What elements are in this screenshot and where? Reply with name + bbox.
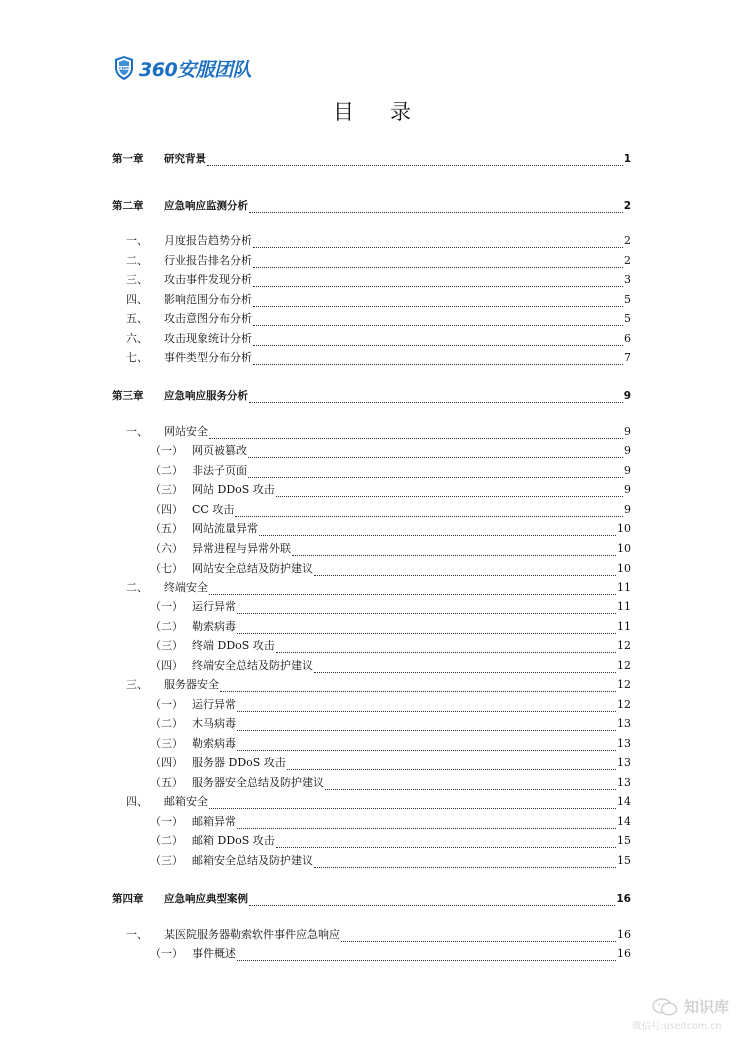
toc-entry-page: 11 xyxy=(617,620,631,633)
toc-leader-dots xyxy=(276,642,616,653)
toc-entry-number: 一、 xyxy=(126,234,148,247)
toc-leader-dots xyxy=(253,335,623,346)
toc-subsection-entry[interactable] xyxy=(148,562,631,576)
toc-entry-number: （三） xyxy=(150,737,183,750)
toc-subsection-entry[interactable] xyxy=(148,815,631,829)
toc-chapter-entry[interactable] xyxy=(112,389,631,403)
toc-entry-page: 3 xyxy=(624,273,631,286)
toc-chapter-entry[interactable] xyxy=(112,199,631,213)
toc-entry-number: （四） xyxy=(150,503,183,516)
toc-entry-page: 10 xyxy=(617,562,631,575)
toc-leader-dots xyxy=(248,447,623,458)
toc-subsection-entry[interactable] xyxy=(148,600,631,614)
toc-entry-number: （六） xyxy=(150,542,183,555)
toc-subsection-entry[interactable] xyxy=(148,947,631,961)
toc-entry-number: （三） xyxy=(150,639,183,652)
toc-subsection-entry[interactable] xyxy=(148,717,631,731)
toc-section-entry[interactable] xyxy=(112,678,631,692)
toc-entry-page: 14 xyxy=(617,795,631,808)
toc-leader-dots xyxy=(292,545,616,556)
toc-entry-title: 木马病毒 xyxy=(192,717,236,730)
toc-subsection-entry[interactable] xyxy=(148,483,631,497)
toc-entry-title: 月度报告趋势分析 xyxy=(164,234,252,247)
toc-entry-title: 邮箱安全 xyxy=(164,795,208,808)
toc-leader-dots xyxy=(207,155,623,166)
toc-section-entry[interactable] xyxy=(112,273,631,287)
toc-section-entry[interactable] xyxy=(112,795,631,809)
toc-entry-title: 服务器安全总结及防护建议 xyxy=(192,776,324,789)
toc-leader-dots xyxy=(249,895,615,906)
toc-entry-page: 6 xyxy=(624,332,631,345)
toc-leader-dots xyxy=(220,681,616,692)
toc-entry-title: 邮箱异常 xyxy=(192,815,236,828)
toc-subsection-entry[interactable] xyxy=(148,542,631,556)
toc-entry-page: 15 xyxy=(617,854,631,867)
toc-entry-title: 运行异常 xyxy=(192,600,236,613)
toc-leader-dots xyxy=(259,525,616,536)
toc-entry-title: 网站 DDoS 攻击 xyxy=(192,483,275,496)
toc-section-entry[interactable] xyxy=(112,312,631,326)
toc-entry-number: 第一章 xyxy=(112,153,144,165)
toc-entry-number: 二、 xyxy=(126,581,148,594)
toc-leader-dots xyxy=(253,354,623,365)
watermark xyxy=(632,996,742,1046)
toc-entry-number: （一） xyxy=(150,444,183,457)
toc-entry-title: 研究背景 xyxy=(164,153,206,165)
toc-entry-number: 六、 xyxy=(126,332,148,345)
toc-entry-title: 服务器安全 xyxy=(164,678,219,691)
toc-leader-dots xyxy=(249,392,623,403)
toc-leader-dots xyxy=(253,315,623,326)
toc-entry-title: 行业报告排名分析 xyxy=(164,254,252,267)
toc-entry-title: 网页被篡改 xyxy=(192,444,247,457)
toc-leader-dots xyxy=(235,506,623,517)
watermark-sub: 微信号:useitcom.cn xyxy=(632,1021,722,1032)
toc-leader-dots xyxy=(237,701,616,712)
toc-leader-dots xyxy=(249,202,623,213)
toc-entry-page: 9 xyxy=(624,464,631,477)
toc-entry-title: 攻击事件发现分析 xyxy=(164,273,252,286)
wechat-icon xyxy=(652,998,678,1016)
toc-section-entry[interactable] xyxy=(112,425,631,439)
toc-entry-number: （二） xyxy=(150,834,183,847)
toc-entry-title: 终端安全总结及防护建议 xyxy=(192,659,313,672)
toc-leader-dots xyxy=(341,931,616,942)
toc-leader-dots xyxy=(237,603,616,614)
toc-entry-page: 12 xyxy=(617,659,631,672)
toc-leader-dots xyxy=(209,428,623,439)
toc-entry-number: （四） xyxy=(150,659,183,672)
toc-entry-page: 9 xyxy=(623,390,631,402)
toc-entry-number: 第四章 xyxy=(112,893,144,905)
toc-entry-title: 邮箱安全总结及防护建议 xyxy=(192,854,313,867)
toc-section-entry[interactable] xyxy=(112,332,631,346)
toc-entry-title: 事件类型分布分析 xyxy=(164,351,252,364)
toc-leader-dots xyxy=(276,837,616,848)
toc-entry-number: 一、 xyxy=(126,425,148,438)
toc-entry-page: 9 xyxy=(624,425,631,438)
toc-entry-number: （一） xyxy=(150,947,183,960)
toc-subsection-entry[interactable] xyxy=(148,522,631,536)
toc-entry-number: （一） xyxy=(150,698,183,711)
toc-entry-title: 服务器 DDoS 攻击 xyxy=(192,756,286,769)
toc-subsection-entry[interactable] xyxy=(148,620,631,634)
toc-entry-page: 12 xyxy=(617,639,631,652)
toc-chapter-entry[interactable] xyxy=(112,892,631,906)
toc-entry-page: 9 xyxy=(624,444,631,457)
toc-entry-title: 勒索病毒 xyxy=(192,737,236,750)
toc-entry-title: 异常进程与异常外联 xyxy=(192,542,291,555)
toc-leader-dots xyxy=(276,486,623,497)
toc-entry-page: 16 xyxy=(617,947,631,960)
toc-entry-title: 勒索病毒 xyxy=(192,620,236,633)
toc-leader-dots xyxy=(237,740,616,751)
toc-entry-title: 某医院服务器勒索软件事件应急响应 xyxy=(164,928,340,941)
toc-entry-page: 11 xyxy=(617,581,631,594)
toc-entry-page: 13 xyxy=(617,776,631,789)
toc-leader-dots xyxy=(253,257,623,268)
toc-subsection-entry[interactable] xyxy=(148,737,631,751)
toc-leader-dots xyxy=(237,623,616,634)
watermark-name: 知识库 xyxy=(684,998,730,1016)
toc-entry-title: 终端 DDoS 攻击 xyxy=(192,639,275,652)
toc-subsection-entry[interactable] xyxy=(148,854,631,868)
toc-subsection-entry[interactable] xyxy=(148,659,631,673)
toc-section-entry[interactable] xyxy=(112,581,631,595)
toc-entry-number: 五、 xyxy=(126,312,148,325)
toc-entry-number: 第二章 xyxy=(112,200,144,212)
toc-leader-dots xyxy=(209,584,616,595)
toc-entry-number: （四） xyxy=(150,756,183,769)
toc-entry-number: 七、 xyxy=(126,351,148,364)
toc-entry-page: 13 xyxy=(617,717,631,730)
toc-leader-dots xyxy=(253,276,623,287)
toc-entry-page: 11 xyxy=(617,600,631,613)
toc-entry-number: （一） xyxy=(150,815,183,828)
toc-entry-page: 12 xyxy=(617,698,631,711)
toc-entry-title: 攻击意图分布分析 xyxy=(164,312,252,325)
toc-entry-number: （二） xyxy=(150,464,183,477)
toc-subsection-entry[interactable] xyxy=(148,503,631,517)
toc-leader-dots xyxy=(237,818,616,829)
toc-entry-page: 2 xyxy=(624,254,631,267)
toc-entry-number: （二） xyxy=(150,620,183,633)
toc-leader-dots xyxy=(248,467,623,478)
toc-subsection-entry[interactable] xyxy=(148,639,631,653)
toc-entry-title: 网站安全总结及防护建议 xyxy=(192,562,313,575)
toc-leader-dots xyxy=(237,720,616,731)
toc-entry-number: （五） xyxy=(150,522,183,535)
toc-entry-page: 5 xyxy=(624,312,631,325)
toc-subsection-entry[interactable] xyxy=(148,776,631,790)
toc-entry-number: 四、 xyxy=(126,293,148,306)
toc-section-entry[interactable] xyxy=(112,293,631,307)
toc-section-entry[interactable] xyxy=(112,234,631,248)
toc-section-entry[interactable] xyxy=(112,351,631,365)
toc-entry-number: （七） xyxy=(150,562,183,575)
toc-subsection-entry[interactable] xyxy=(148,464,631,478)
toc-entry-number: （一） xyxy=(150,600,183,613)
toc-entry-number: 三、 xyxy=(126,273,148,286)
toc-entry-title: 非法子页面 xyxy=(192,464,247,477)
toc-entry-page: 9 xyxy=(624,483,631,496)
toc-leader-dots xyxy=(287,759,616,770)
toc-leader-dots xyxy=(253,237,623,248)
toc-entry-page: 7 xyxy=(624,351,631,364)
toc-entry-title: 攻击现象统计分析 xyxy=(164,332,252,345)
toc-entry-title: 影响范围分布分析 xyxy=(164,293,252,306)
toc-subsection-entry[interactable] xyxy=(148,834,631,848)
toc-leader-dots xyxy=(314,565,616,576)
toc-entry-number: 二、 xyxy=(126,254,148,267)
toc-entry-page: 14 xyxy=(617,815,631,828)
toc-entry-page: 5 xyxy=(624,293,631,306)
toc-entry-page: 16 xyxy=(617,928,631,941)
toc-leader-dots xyxy=(253,296,623,307)
toc-entry-page: 10 xyxy=(617,522,631,535)
toc-entry-number: 四、 xyxy=(126,795,148,808)
toc-entry-title: 网站安全 xyxy=(164,425,208,438)
toc-entry-title: 邮箱 DDoS 攻击 xyxy=(192,834,275,847)
toc-entry-page: 10 xyxy=(617,542,631,555)
toc-entry-page: 2 xyxy=(623,200,631,212)
toc-title: 目录 xyxy=(333,100,447,124)
toc-entry-title: CC 攻击 xyxy=(192,503,235,516)
toc-entry-title: 运行异常 xyxy=(192,698,236,711)
toc-entry-title: 事件概述 xyxy=(192,947,236,960)
toc-entry-number: （三） xyxy=(150,483,183,496)
toc-entry-title: 终端安全 xyxy=(164,581,208,594)
toc-leader-dots xyxy=(314,662,616,673)
toc-leader-dots xyxy=(209,798,616,809)
toc-leader-dots xyxy=(325,779,616,790)
toc-entry-number: 一、 xyxy=(126,928,148,941)
toc-section-entry[interactable] xyxy=(112,254,631,268)
toc-entry-title: 应急响应典型案例 xyxy=(164,893,248,905)
toc-entry-page: 15 xyxy=(617,834,631,847)
toc-section-entry[interactable] xyxy=(112,928,631,942)
toc-entry-page: 2 xyxy=(624,234,631,247)
toc-entry-page: 16 xyxy=(616,893,631,905)
toc-subsection-entry[interactable] xyxy=(148,698,631,712)
toc-entry-page: 9 xyxy=(624,503,631,516)
toc-entry-number: 三、 xyxy=(126,678,148,691)
toc-entry-page: 1 xyxy=(623,153,631,165)
toc-entry-number: 第三章 xyxy=(112,390,144,402)
toc-entry-title: 应急响应服务分析 xyxy=(164,390,248,402)
toc-subsection-entry[interactable] xyxy=(148,756,631,770)
toc-leader-dots xyxy=(237,950,616,961)
toc-entry-page: 13 xyxy=(617,737,631,750)
toc-subsection-entry[interactable] xyxy=(148,444,631,458)
toc-entry-number: （三） xyxy=(150,854,183,867)
toc-entry-number: （二） xyxy=(150,717,183,730)
toc-entry-title: 应急响应监测分析 xyxy=(164,200,248,212)
toc-entry-number: （五） xyxy=(150,776,183,789)
toc-entry-page: 13 xyxy=(617,756,631,769)
toc-entry-title: 网站流量异常 xyxy=(192,522,258,535)
toc-entry-page: 12 xyxy=(617,678,631,691)
logo-text: 360安服团队 xyxy=(139,58,252,81)
toc-leader-dots xyxy=(314,857,616,868)
cert-badge-text: CERT xyxy=(118,66,130,71)
toc-chapter-entry[interactable] xyxy=(112,152,631,166)
